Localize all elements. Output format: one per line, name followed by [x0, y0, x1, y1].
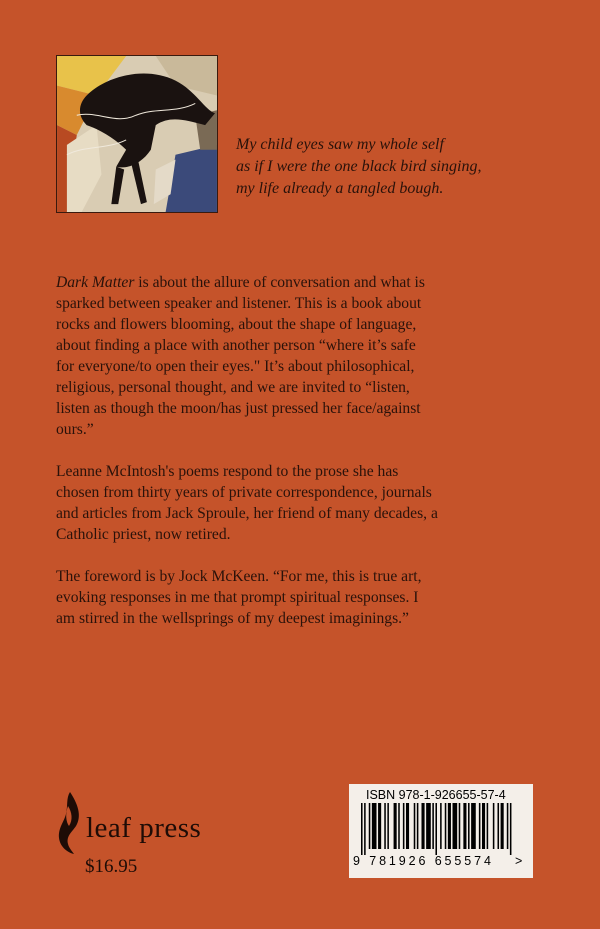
publisher-logo	[56, 792, 236, 872]
barcode-bar	[471, 803, 476, 849]
barcode-bar	[482, 803, 485, 849]
barcode-bar	[487, 803, 489, 849]
barcode-bar	[507, 803, 509, 849]
barcode-bar	[398, 803, 400, 849]
barcode-bar	[479, 803, 481, 849]
barcode-chevron: >	[515, 854, 523, 868]
description-paragraph-1	[56, 272, 556, 440]
barcode-bar	[448, 803, 451, 849]
barcode-bar	[372, 803, 377, 849]
isbn-label: ISBN 978-1-926655-57-4	[366, 788, 506, 802]
barcode-bar	[426, 803, 431, 849]
epigraph-line: as if I were the one black bird singing,	[236, 158, 482, 175]
epigraph-line: My child eyes saw my whole self	[236, 136, 444, 153]
barcode-bar	[459, 803, 461, 849]
barcode-bar	[384, 803, 386, 849]
description-line: sparked between speaker and listener. This is a book about	[56, 295, 422, 312]
barcode-bar	[403, 803, 405, 849]
description-line: rocks and flowers blooming, about the shape of language,	[56, 316, 417, 333]
barcode-bar	[394, 803, 397, 849]
barcode-bar	[414, 803, 416, 849]
description-line	[56, 272, 556, 293]
barcode-bar	[364, 803, 366, 855]
epigraph-line: my life already a tangled bough.	[236, 180, 444, 197]
description-paragraph-2	[56, 461, 556, 545]
book-title: Dark Matter	[56, 274, 135, 291]
description-line: religious, personal thought, and we are invited to “listen,	[56, 379, 410, 396]
barcode-bar	[417, 803, 419, 849]
barcode-bar	[435, 803, 437, 855]
bird-painting-image	[57, 56, 217, 212]
description-text: is about the allure of conversation and what is	[134, 274, 425, 291]
price: $16.95	[85, 856, 138, 877]
barcode-bar	[378, 803, 381, 849]
description-paragraph-3	[56, 566, 556, 629]
cover-artwork	[56, 55, 218, 213]
description-line: The foreword is by Jock McKeen. “For me, this is true art,	[56, 568, 422, 585]
description-line: evoking responses in me that prompt spiritual responses. I	[56, 589, 419, 606]
barcode-bar	[432, 803, 434, 849]
description-line: for everyone/to open their eyes." It’s about philosophical,	[56, 358, 415, 375]
barcode-bar	[497, 803, 499, 849]
description-line: Catholic priest, now retired.	[56, 526, 231, 543]
barcode-bar	[440, 803, 442, 849]
barcode-bar	[406, 803, 409, 849]
barcode-bar	[361, 803, 363, 855]
barcode-bar	[463, 803, 466, 849]
description-line: Leanne McIntosh's poems respond to the prose she has	[56, 463, 399, 480]
publisher-name: leaf press	[86, 812, 202, 844]
barcode-bar	[387, 803, 389, 849]
barcode-bar	[445, 803, 447, 849]
barcode-bar	[510, 803, 512, 855]
description-line: and articles from Jack Sproule, her friend of many decades, a	[56, 505, 438, 522]
barcode-bar	[421, 803, 424, 849]
flame-leaf-icon	[56, 792, 82, 854]
barcode-bar	[453, 803, 458, 849]
barcode-bar	[501, 803, 504, 849]
barcode-bar	[468, 803, 470, 849]
description-line: about finding a place with another person “where it’s safe	[56, 337, 416, 354]
description-line: listen as though the moon/has just pressed her face/against	[56, 400, 421, 417]
barcode-bars	[361, 803, 513, 855]
barcode-bar	[493, 803, 495, 849]
barcode-digits: 9 781926 655574	[353, 854, 494, 868]
description-line: chosen from thirty years of private correspondence, journals	[56, 484, 432, 501]
barcode-bar	[369, 803, 371, 849]
epigraph	[236, 134, 576, 200]
description-line: am stirred in the wellsprings of my deepest imaginings.”	[56, 610, 409, 627]
description-line: ours.”	[56, 421, 94, 438]
isbn-barcode	[349, 784, 533, 878]
book-description	[56, 272, 556, 650]
